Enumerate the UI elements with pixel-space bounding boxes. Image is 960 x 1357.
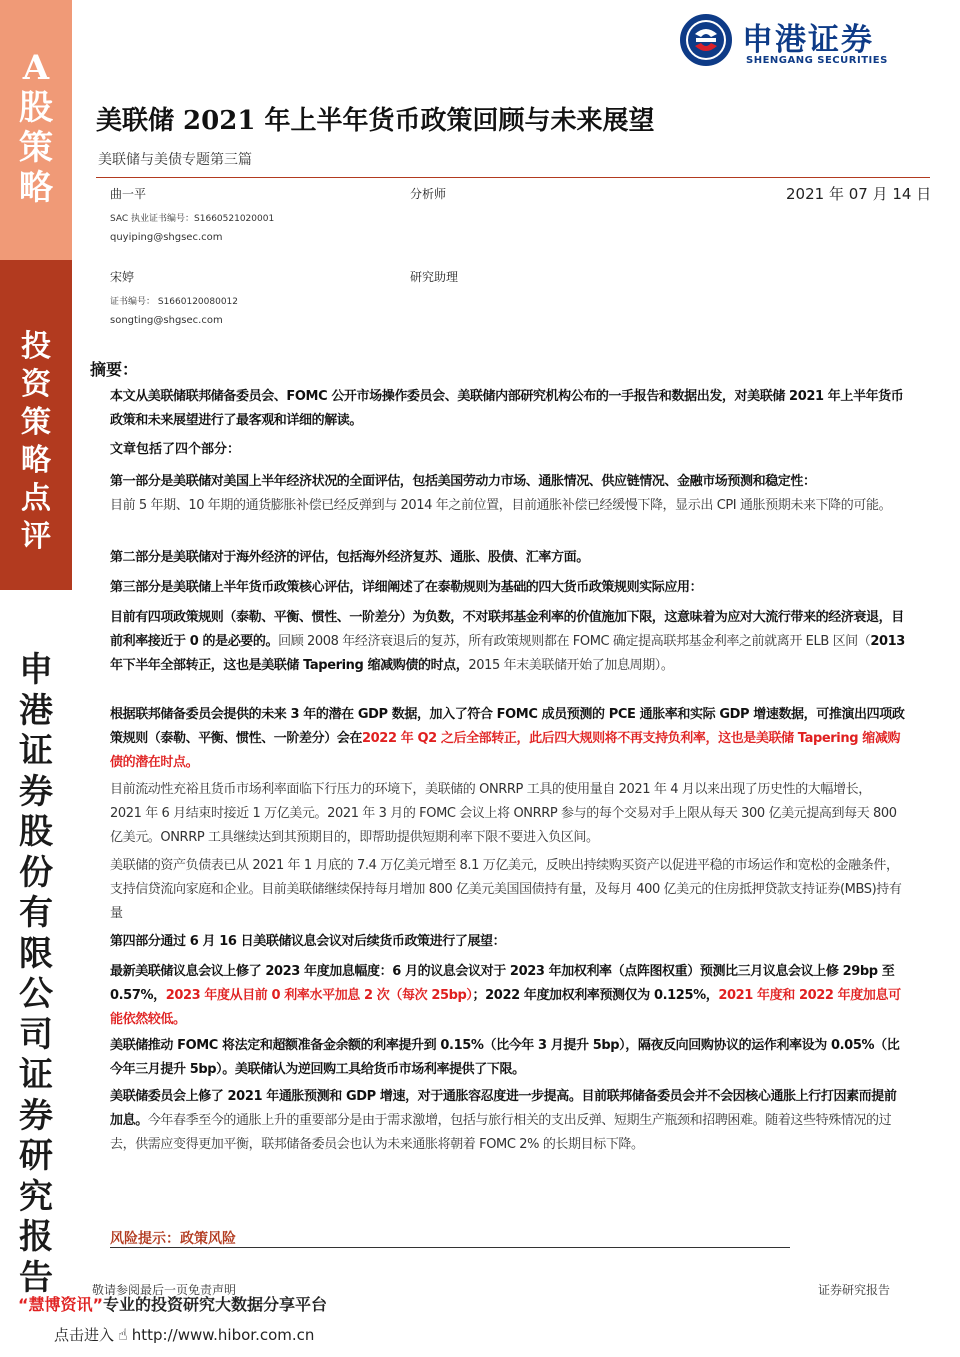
logo-mark-icon	[680, 14, 732, 66]
analyst-2-email[interactable]: songting@shgsec.com	[110, 315, 223, 326]
abstract-parts-lead: 文章包括了四个部分：	[110, 442, 241, 457]
abstract-policy-rules	[110, 606, 905, 678]
gdp-projection-highlight: 2022 年 Q2 之后全部转正，此后四大规则将不再支持负利率，这也是美联储 Tapering 缩减购债的潜在时点。	[110, 731, 901, 770]
policy-rules-end: 2015 年末美联储开始了加息周期）。	[468, 658, 674, 673]
abstract-part4: 第四部分通过 6 月 16 日美联储议息会议对后续货币政策进行了展望：	[110, 934, 506, 949]
part1-summary: 第一部分是美联储对美国上半年经济状况的全面评估，包括美国劳动力市场、通胀情况、供应链情况、金融市场预测和稳定性：	[110, 474, 816, 489]
abstract-gdp-projection	[110, 703, 905, 775]
risk-underline	[110, 1247, 790, 1248]
sidebar-char: 策	[19, 128, 53, 168]
logo-chinese-name: 申港证券	[742, 22, 874, 58]
abstract-inflation	[110, 1085, 905, 1157]
policy-rules-bold: 目前有四项政策规则（泰勒、平衡、惯性、一阶差分）为负数，不对联邦基金利率的价值施加下限，这意味着为应对大流行带来的经济衰退，目前利率接近于 0 的是必要的。	[110, 610, 904, 649]
sidebar-char: 证	[19, 731, 53, 771]
rate-hike-red1: 2023 年度从目前 0 利率水平加息 2 次（每次 25bp）	[165, 988, 473, 1003]
sidebar-char: 司	[19, 1014, 53, 1055]
sidebar-char: 份	[19, 852, 53, 893]
analyst-1-name: 曲一平	[110, 187, 147, 201]
sidebar-char: 究	[19, 1176, 53, 1217]
abstract-intro: 本文从美联储联邦储备委员会、FOMC 公开市场操作委员会、美联储内部研究机构公布的一手报告和数据出发，对美联储 2021 年上半年货币政策和未来展望进行了最客观和详细的解读。	[110, 389, 904, 428]
promo-text: 专业的投资研究大数据分享平台	[103, 1295, 328, 1314]
report-subtitle: 美联储与美债专题第三篇	[98, 152, 252, 168]
promo-brand: “慧博资讯”	[18, 1295, 104, 1314]
policy-rules-bold2: 2013 年下半年全部转正，这也是美联储 Tapering 缩减购债的时点，	[110, 634, 905, 673]
sidebar-char: 申	[19, 650, 53, 690]
abstract-balance-sheet: 美联储的资产负债表已从 2021 年 1 月底的 7.4 万亿美元增至 8.1 万亿美元，反映出持续购买资产以促进平稳的市场运作和宽松的金融条件，支持信贷流向家庭和企业。目前美联储继续保持每月增加 800 亿美元美国国债持有量，及每月 400 亿美元的住房抵押贷款支持证券(MBS)持有量	[110, 858, 902, 921]
gdp-projection-bold: 根据联邦储备委员会提供的未来 3 年的潜在 GDP 数据，加入了符合 FOMC 成员预测的 PCE 通胀率和实际 GDP 增速数据，可推演出四项政策规则（泰勒、平衡、惯性、一阶差分）会在	[110, 707, 905, 746]
sidebar-report-type	[0, 328, 72, 556]
report-date: 2021 年 07 月 14 日	[786, 185, 932, 203]
abstract-rate-hike	[110, 960, 905, 1032]
sidebar-char: 股	[19, 812, 53, 852]
analyst-1-cert: SAC 执业证书编号：S1660521020001	[110, 214, 275, 224]
sidebar-category	[0, 48, 72, 208]
abstract-ioer: 美联储推动 FOMC 将法定和超额准备金余额的利率提升到 0.15%（比今年 3 月提升 5bp），隔夜反向回购协议的运作利率设为 0.05%（比今年三月提升 5bp）。美联储认为逆回购工具给货币市场利率提供了下限。	[110, 1038, 900, 1077]
sidebar-char: 有	[19, 893, 53, 933]
analyst-2-cert: 证书编号： S1660120080012	[110, 297, 239, 307]
abstract-heading: 摘要：	[90, 360, 139, 379]
sidebar-char: 港	[19, 690, 53, 731]
sidebar-char: 略	[21, 443, 51, 478]
sidebar-char: 证	[19, 1055, 53, 1095]
inflation-rest: 今年春季至今的通胀上升的重要部分是由于需求激增，包括与旅行相关的支出反弹、短期生产瓶颈和招聘困难。随着这些特殊情况的过去，供需应变得更加平衡，联邦储备委员会也认为未来通胀将朝着 FOMC 2% 的长期目标下降。	[110, 1113, 892, 1152]
sidebar-char: 股	[19, 88, 53, 128]
sidebar-char: 券	[19, 771, 53, 812]
abstract-onrrp: 目前流动性充裕且货币市场利率面临下行压力的环境下，美联储的 ONRRP 工具的使用量自 2021 年 4 月以来出现了历史性的大幅增长， 2021 年 6 月结束时接近 1 万亿美元。2021 年 3 月的 FOMC 会议上将 ONRRP 参与的每个交易对手上限从每天 300 亿美元提高到每天 800 亿美元。ONRRP 工具继续达到其预期目的，即帮助提供短期利率下限不要进入负区间。	[110, 782, 897, 845]
sidebar-char: 点	[21, 481, 51, 516]
abstract-part2: 第二部分是美联储对于海外经济的评估，包括海外经济复苏、通胀、股债、汇率方面。	[110, 550, 589, 565]
sidebar-char: 限	[19, 933, 53, 974]
promo-link[interactable]	[54, 1324, 314, 1345]
sidebar-char: A	[22, 48, 50, 88]
analyst-1-role: 分析师	[410, 187, 447, 201]
sidebar-char: 告	[19, 1257, 53, 1298]
report-title: 美联储 2021 年上半年货币政策回顾与未来展望	[96, 106, 655, 136]
rate-hike-red2: 2021 年度和 2022 年度加息可能依然较低。	[110, 988, 901, 1027]
analyst-2-name: 宋婷	[110, 270, 135, 284]
sidebar-char: 策	[21, 405, 51, 440]
promo-banner	[18, 1292, 327, 1315]
risk-warning: 风险提示：政策风险	[110, 1231, 236, 1247]
sidebar-char: 资	[21, 367, 51, 402]
sidebar-char: 公	[19, 974, 53, 1014]
sidebar-char: 券	[19, 1095, 53, 1136]
analyst-1-email[interactable]: quyiping@shgsec.com	[110, 232, 223, 243]
sidebar	[0, 0, 72, 1357]
analyst-2-role: 研究助理	[410, 270, 459, 284]
inflation-bold: 美联储委员会上修了 2021 年通胀预测和 GDP 增速，对于通胀容忍度进一步提高。目前联邦储备委员会并不会因核心通胀上行打因素而提前加息。	[110, 1089, 897, 1128]
logo-english-name: SHENGANG SECURITIES	[746, 55, 888, 66]
sidebar-char: 评	[21, 519, 51, 554]
sidebar-char: 略	[19, 168, 53, 208]
rate-hike-b: ；2022 年度加权利率预测仅为 0.125%，	[472, 988, 719, 1003]
company-logo	[680, 12, 930, 70]
policy-rules-mid: 回顾 2008 年经济衰退后的复苏，所有政策规则都在 FOMC 确定提高联邦基金利率之前就离开 ELB 区间（	[278, 634, 871, 649]
footer-report-type: 证券研究报告	[818, 1283, 891, 1297]
sidebar-char: 研	[19, 1136, 53, 1176]
abstract-part1	[110, 470, 905, 518]
link-url[interactable]: http://www.hibor.com.cn	[131, 1326, 315, 1344]
sidebar-char: 报	[19, 1217, 53, 1257]
rate-hike-a: 最新美联储议息会议上修了 2023 年度加息幅度：6 月的议息会议对于 2023 年加权利率（点阵图权重）预测比三月议息会议上修 29bp 至 0.57%，	[110, 964, 895, 1003]
part1-detail: 目前 5 年期、10 年期的通货膨胀补偿已经反弹到与 2014 年之前位置，目前通胀补偿已经缓慢下降，显示出 CPI 通胀预期未来下降的可能。	[110, 498, 892, 513]
abstract-part3: 第三部分是美联储上半年货币政策核心评估，详细阐述了在泰勒规则为基础的四大货币政策规则实际应用：	[110, 580, 703, 595]
footer-disclaimer: 敬请参阅最后一页免责声明	[92, 1283, 237, 1297]
sidebar-char: 投	[21, 329, 51, 364]
link-lead: 点击进入	[54, 1326, 115, 1344]
title-divider	[96, 177, 930, 178]
sidebar-company	[0, 650, 72, 1298]
pointer-hand-icon: ☝	[118, 1325, 128, 1344]
